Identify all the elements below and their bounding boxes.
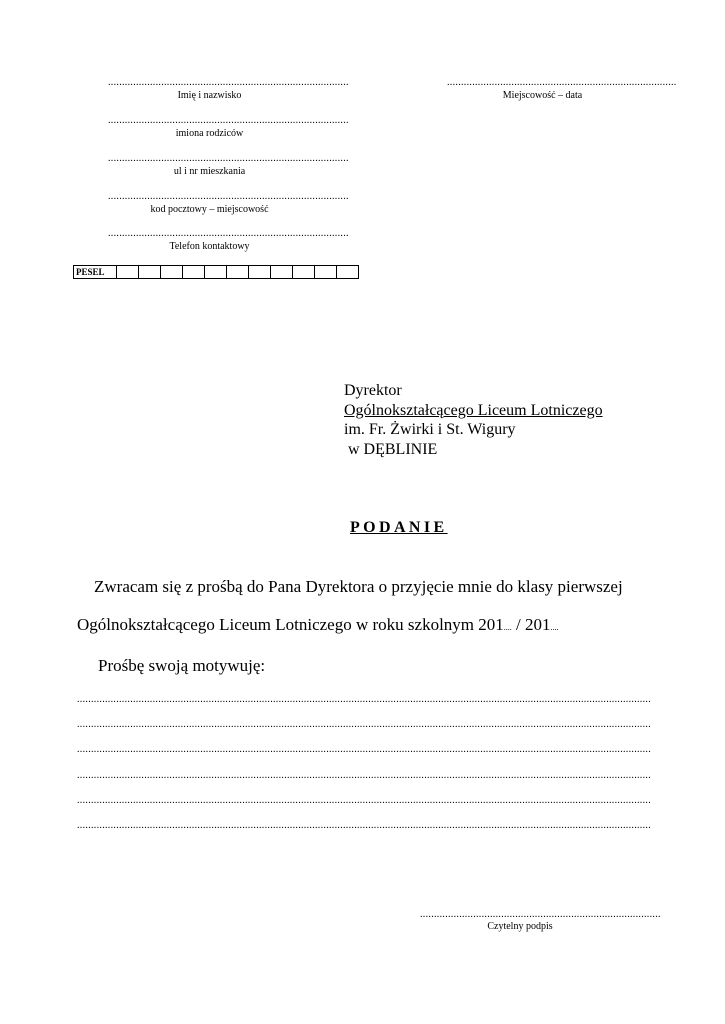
street-field-line[interactable]: ...................................................................................... bbox=[108, 153, 349, 164]
name-field-line[interactable]: ...................................................................................... bbox=[108, 77, 349, 88]
pesel-digit-cell[interactable] bbox=[337, 266, 358, 278]
school-year-end-field[interactable]: .... bbox=[550, 623, 559, 632]
parents-field-line[interactable]: ...................................................................................... bbox=[108, 115, 349, 126]
pesel-digit-cell[interactable] bbox=[315, 266, 337, 278]
phone-field-line[interactable]: ...................................................................................... bbox=[108, 228, 349, 239]
pesel-digit-cell[interactable] bbox=[183, 266, 205, 278]
pesel-digit-cell[interactable] bbox=[117, 266, 139, 278]
pesel-digit-cell[interactable] bbox=[161, 266, 183, 278]
recipient-line-4: w DĘBLINIE bbox=[348, 441, 438, 458]
pesel-digit-cell[interactable] bbox=[293, 266, 315, 278]
pesel-digit-cell[interactable] bbox=[249, 266, 271, 278]
recipient-line-3: im. Fr. Żwirki i St. Wigury bbox=[344, 421, 516, 438]
postal-field-line[interactable]: ...................................................................................... bbox=[108, 191, 349, 202]
phone-field-label: Telefon kontaktowy bbox=[169, 241, 250, 252]
document-title: PODANIE bbox=[350, 519, 448, 536]
street-field-label: ul i nr mieszkania bbox=[173, 166, 246, 177]
pesel-box bbox=[73, 265, 359, 279]
motivation-intro: Prośbę swoją motywuję: bbox=[98, 656, 266, 675]
pesel-label: PESEL bbox=[74, 266, 117, 278]
motivation-line[interactable]: ............................................................................................................................................................................................................. bbox=[77, 694, 651, 705]
body-paragraph-2 bbox=[77, 615, 559, 638]
pesel-digit-cell[interactable] bbox=[205, 266, 227, 278]
school-year-start-field[interactable]: .... bbox=[503, 623, 512, 632]
signature-line[interactable]: ...................................................................................... bbox=[420, 909, 661, 920]
place-date-label: Miejscowość – data bbox=[502, 90, 583, 101]
place-date-line[interactable]: .................................................................................. bbox=[447, 77, 677, 88]
pesel-digit-cell[interactable] bbox=[227, 266, 249, 278]
name-field-label: Imię i nazwisko bbox=[177, 90, 242, 101]
recipient-line-2: Ogólnokształcącego Liceum Lotniczego bbox=[344, 402, 603, 419]
motivation-line[interactable]: ............................................................................................................................................................................................................. bbox=[77, 719, 651, 730]
motivation-line[interactable]: ............................................................................................................................................................................................................. bbox=[77, 795, 651, 806]
body-line-2-text: Ogólnokształcącego Liceum Lotniczego w roku szkolnym 201 bbox=[77, 615, 504, 634]
body-paragraph-1: Zwracam się z prośbą do Pana Dyrektora o przyjęcie mnie do klasy pierwszej bbox=[94, 577, 623, 596]
pesel-digit-cell[interactable] bbox=[139, 266, 161, 278]
motivation-line[interactable]: ............................................................................................................................................................................................................. bbox=[77, 770, 651, 781]
school-year-separator: / 201 bbox=[511, 615, 551, 634]
pesel-digit-cell[interactable] bbox=[271, 266, 293, 278]
recipient-line-1: Dyrektor bbox=[344, 382, 402, 399]
signature-label: Czytelny podpis bbox=[487, 921, 553, 932]
postal-field-label: kod pocztowy – miejscowość bbox=[150, 204, 269, 215]
motivation-line[interactable]: ............................................................................................................................................................................................................. bbox=[77, 820, 651, 831]
motivation-line[interactable]: ............................................................................................................................................................................................................. bbox=[77, 744, 651, 755]
parents-field-label: imiona rodziców bbox=[175, 128, 244, 139]
